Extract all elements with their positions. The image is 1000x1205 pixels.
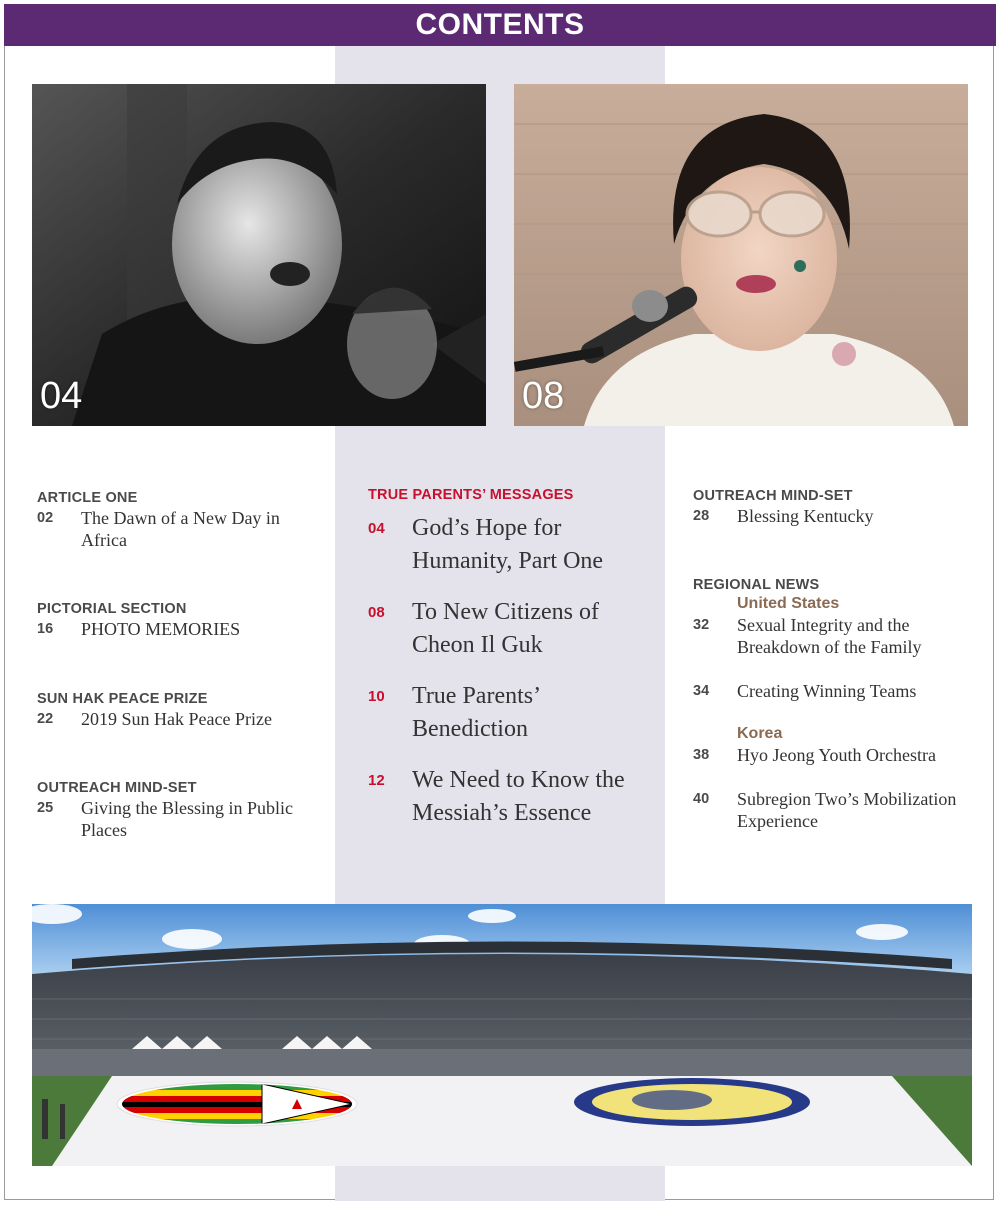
page-number: 38	[693, 747, 710, 763]
entry-title: Sexual Integrity and the Breakdown of the Family	[737, 615, 922, 657]
page-number: 32	[693, 617, 710, 633]
toc-entry[interactable]	[693, 788, 983, 832]
page-number: 40	[693, 791, 710, 807]
photo-speaker-left	[32, 84, 486, 426]
section-heading: OUTREACH MIND-SET	[693, 488, 853, 504]
entry-title: Hyo Jeong Youth Orchestra	[737, 745, 936, 765]
toc-entry[interactable]	[368, 764, 658, 830]
page-number: 08	[368, 604, 385, 621]
toc-entry[interactable]	[37, 797, 327, 841]
section-heading: TRUE PARENTS’ MESSAGES	[368, 487, 574, 503]
entry-title: We Need to Know the Messiah’s Essence	[412, 767, 625, 826]
toc-entry[interactable]	[37, 507, 327, 551]
entry-title: True Parents’ Benediction	[412, 683, 540, 742]
entry-title: 2019 Sun Hak Peace Prize	[81, 709, 272, 729]
page-number: 34	[693, 683, 710, 699]
toc-entry[interactable]	[368, 596, 658, 662]
entry-title: Blessing Kentucky	[737, 506, 874, 526]
page-title: CONTENTS	[4, 4, 996, 46]
section-outreach-left	[37, 779, 327, 841]
page-number: 22	[37, 711, 54, 727]
toc-entry[interactable]	[37, 618, 327, 640]
section-heading: REGIONAL NEWS	[693, 577, 820, 593]
section-outreach-right	[693, 487, 983, 527]
entry-title: Giving the Blessing in Public Places	[81, 798, 294, 840]
toc-entry[interactable]	[37, 708, 327, 730]
page-number: 04	[368, 520, 385, 537]
toc-entry[interactable]	[368, 680, 658, 746]
photo-speaker-right	[514, 84, 968, 426]
page-number: 16	[37, 621, 54, 637]
photo-page-label-left: 04	[40, 375, 83, 417]
section-heading: OUTREACH MIND-SET	[37, 780, 197, 796]
entry-title: PHOTO MEMORIES	[81, 619, 241, 639]
toc-entry[interactable]	[693, 505, 983, 527]
page-number: 28	[693, 508, 710, 524]
region-label-us: United States	[737, 595, 840, 612]
entry-title: Creating Winning Teams	[737, 681, 917, 701]
entry-title: The Dawn of a New Day in Africa	[81, 508, 280, 550]
toc-entry[interactable]	[693, 614, 983, 658]
speaker-left-image	[32, 84, 486, 426]
entry-title: God’s Hope for Humanity, Part One	[412, 515, 604, 574]
speaker-right-image	[514, 84, 968, 426]
section-heading: PICTORIAL SECTION	[37, 601, 187, 617]
toc-entry[interactable]	[693, 744, 983, 766]
page-number: 25	[37, 800, 54, 816]
section-heading: SUN HAK PEACE PRIZE	[37, 691, 208, 707]
toc-entry[interactable]	[368, 512, 658, 578]
section-regional-news	[693, 576, 983, 832]
section-pictorial	[37, 600, 327, 640]
stadium-image	[32, 904, 972, 1166]
entry-title: To New Citizens of Cheon Il Guk	[412, 599, 599, 658]
page-number: 12	[368, 772, 385, 789]
section-heading: ARTICLE ONE	[37, 490, 138, 506]
photo-stadium-panorama	[32, 904, 972, 1166]
photo-page-label-right: 08	[522, 375, 565, 417]
region-label-korea: Korea	[737, 725, 783, 742]
page-number: 10	[368, 688, 385, 705]
section-sun-hak	[37, 690, 327, 730]
page-number: 02	[37, 510, 54, 526]
section-true-parents-messages	[368, 486, 658, 848]
toc-entry[interactable]	[693, 680, 983, 702]
entry-title: Subregion Two’s Mobilization Experience	[737, 789, 957, 831]
section-article-one	[37, 489, 327, 551]
